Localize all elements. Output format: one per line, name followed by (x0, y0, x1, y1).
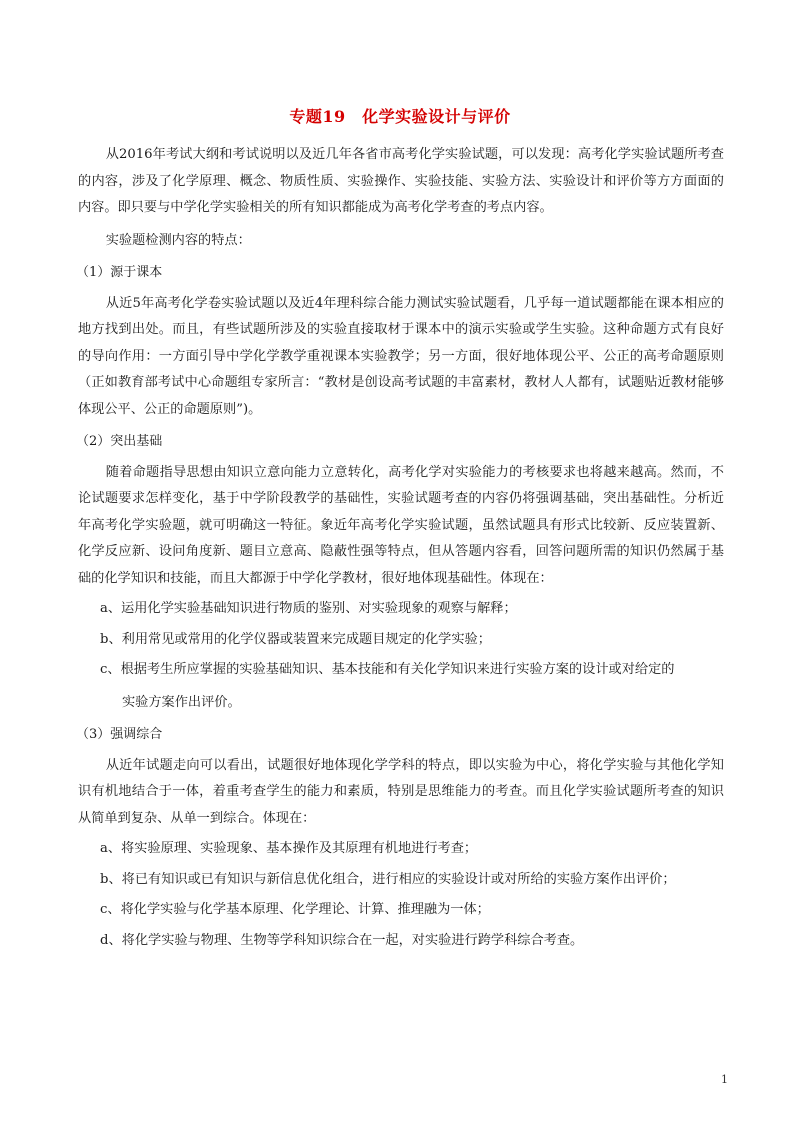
page-title: 专题19 化学实验设计与评价 (289, 107, 511, 126)
section-heading-1: （1）源于课本 (76, 265, 163, 280)
list-item (100, 627, 724, 654)
list-item (100, 928, 724, 955)
list-item (100, 836, 724, 863)
section-2-paragraph: 随着命题指导思想由知识立意向能力立意转化，高考化学对实验能力的考核要求也将越来越高。然而，不论试题要求怎样变化，基于中学阶段教学的基础性，实验试题考查的内容仍将强调基础，突出基础性。分析近年高考化学实验题，就可明确这一特征。象近年高考化学实验试题，虽然试题具有形式比较新、反应装置新、化学反应新、设问角度新、题目立意高、隐蔽性强等特点，但从答题内容看，回答问题所需的知识仍然属于基础的化学知识和技能，而且大都源于中学化学教材，很好地体现基础性。体现在： (78, 464, 724, 586)
list-item (100, 867, 724, 894)
section-heading-3: （3）强调综合 (76, 727, 163, 742)
list-item-text: d、将化学实验与物理、生物等学科知识综合在一起，对实验进行跨学科综合考查。 (100, 932, 584, 948)
section-1-paragraph: 从近5年高考化学卷实验试题以及近4年理科综合能力测试实验试题看，几乎每一道试题都能在课本相应的地方找到出处。而且，有些试题所涉及的实验直接取材于课本中的演示实验或学生实验。这种命题方式有良好的导向作用：一方面引导中学化学教学重视课本实验教学；另一方面，很好地体现公平、公正的高考命题原则（正如教育部考试中心命题组专家所言：“教材是创设高考试题的丰富素材，教材人人都有，试题贴近教材能够体现公平、公正的命题原则”)。 (78, 295, 724, 417)
intro-subheading: 实验题检测内容的特点： (105, 232, 251, 248)
list-item (100, 897, 724, 924)
section-heading-2: （2）突出基础 (76, 434, 163, 449)
section-3-paragraph: 从近年试题走向可以看出，试题很好地体现化学学科的特点，即以实验为中心，将化学实验与其他化学知识有机地结合于一体，着重考查学生的能力和素质，特别是思维能力的考查。而且化学实验试题所考查的知识从简单到复杂、从单一到综合。体现在： (78, 757, 724, 826)
list-item (100, 596, 724, 623)
list-item-text: b、利用常见或常用的化学仪器或装置来完成题目规定的化学实验； (100, 631, 491, 647)
page-number: 1 (721, 1073, 728, 1086)
list-item-text: b、将已有知识或已有知识与新信息优化组合，进行相应的实验设计或对所给的实验方案作出评价； (100, 871, 676, 887)
list-item-text: c、根据考生所应掌握的实验基础知识、基本技能和有关化学知识来进行实验方案的设计或对给定的 (100, 662, 675, 677)
document-body (78, 142, 724, 958)
list-item (100, 657, 724, 716)
list-item-continuation: 实验方案作出评价。 (122, 694, 241, 710)
list-item-text: a、运用化学实验基础知识进行物质的鉴别、对实验现象的观察与解释； (100, 601, 517, 616)
list-item-text: a、将实验原理、实验现象、基本操作及其原理有机地进行考查； (100, 841, 478, 856)
intro-paragraph: 从2016年考试大纲和考试说明以及近几年各省市高考化学实验试题，可以发现：高考化学实验试题所考查的内容，涉及了化学原理、概念、物质性质、实验操作、实验技能、实验方法、实验设计和评价等方方面面的内容。即只要与中学化学实验相关的所有知识都能成为高考化学考查的考点内容。 (78, 147, 724, 215)
list-item-text: c、将化学实验与化学基本原理、化学理论、计算、推理融为一体； (100, 902, 490, 917)
